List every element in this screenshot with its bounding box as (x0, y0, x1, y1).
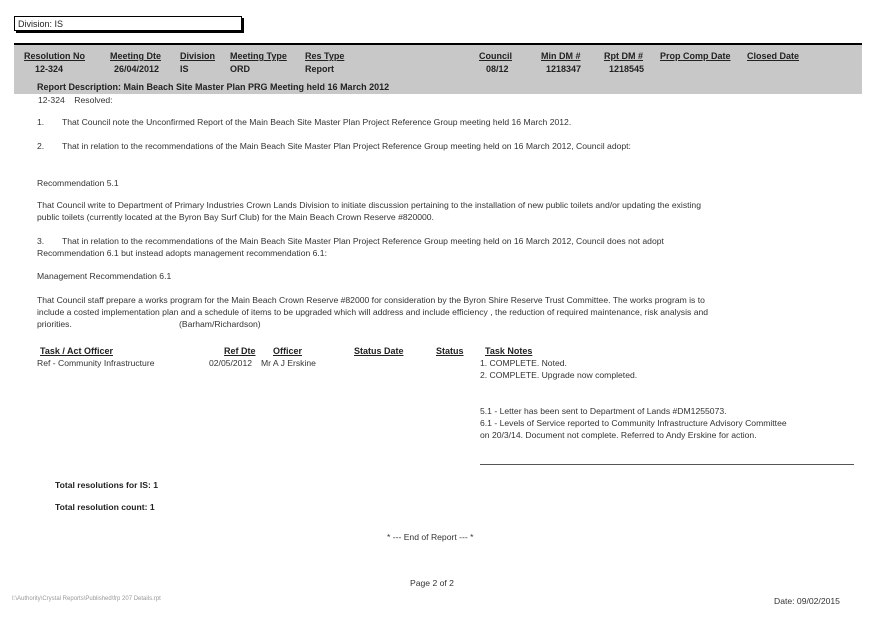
col-res-type: Res Type (305, 51, 345, 61)
recommendation-5-1-line-1: That Council write to Department of Primary Industries Crown Lands Division to initiate discussion pertaining to the installation of new public toilets and/or updating the existing (37, 200, 701, 210)
val-meeting-type: ORD (230, 64, 250, 74)
col-rpt-dm: Rpt DM # (604, 51, 643, 61)
report-description: Report Description: Main Beach Site Master Plan PRG Meeting held 16 March 2012 (37, 82, 390, 92)
task-act-officer: Ref - Community Infrastructure (37, 358, 155, 368)
task-col-task: Task / Act Officer (40, 346, 114, 356)
item-2-number: 2. (37, 141, 45, 151)
resolved-line: 12-324 Resolved: (38, 95, 113, 105)
val-council: 08/12 (486, 64, 509, 74)
col-division: Division (180, 51, 216, 61)
management-recommendation-title: Management Recommendation 6.1 (37, 271, 172, 281)
task-col-ref-dte: Ref Dte (224, 346, 256, 356)
task-col-officer: Officer (273, 346, 303, 356)
notes-separator (480, 464, 854, 465)
division-box: Division: IS (14, 16, 242, 31)
item-1-text: That Council note the Unconfirmed Report of the Main Beach Site Master Plan Project Reference Group meeting held 16 March 2012. (62, 117, 572, 127)
total-resolution-count: Total resolution count: 1 (55, 502, 155, 512)
total-resolutions-is: Total resolutions for IS: 1 (55, 480, 158, 490)
col-resolution-no: Resolution No (24, 51, 85, 61)
val-res-type: Report (305, 64, 334, 74)
task-note-4: 6.1 - Levels of Service reported to Community Infrastructure Advisory Committee (480, 418, 787, 428)
movers: (Barham/Richardson) (179, 319, 261, 329)
val-meeting-dte: 26/04/2012 (114, 64, 160, 74)
footer-path: I:\Authority\Crystal Reports\Published\frp 207 Details.rpt (12, 596, 161, 602)
col-prop-comp-date: Prop Comp Date (660, 51, 731, 61)
item-3-number: 3. (37, 236, 45, 246)
val-rpt-dm: 1218545 (609, 64, 645, 74)
col-min-dm: Min DM # (541, 51, 581, 61)
end-of-report: * --- End of Report --- * (387, 532, 474, 542)
management-line-3: priorities. (37, 319, 72, 329)
item-1-number: 1. (37, 117, 45, 127)
task-note-1: 1. COMPLETE. Noted. (480, 358, 567, 368)
management-line-1: That Council staff prepare a works program for the Main Beach Crown Reserve #82000 for consideration by the Byron Shire Reserve Trust Committee. The works program is to (37, 295, 705, 305)
col-council: Council (479, 51, 512, 61)
management-line-2: include a costed implementation plan and a schedule of items to be upgraded which will address and include efficiency , the reduction of required maintenance, risk analysis and (37, 307, 709, 317)
item-3-line-2: Recommendation 6.1 but instead adopts management recommendation 6.1: (37, 248, 327, 258)
task-officer: Mr A J Erskine (261, 358, 316, 368)
task-col-status-date: Status Date (354, 346, 404, 356)
col-closed-date: Closed Date (747, 51, 800, 61)
item-2-text: That in relation to the recommendations of the Main Beach Site Master Plan Project Reference Group meeting held on 16 March 2012, Council adopt: (62, 141, 631, 151)
task-col-task-notes: Task Notes (485, 346, 533, 356)
val-min-dm: 1218347 (546, 64, 582, 74)
val-division: IS (180, 64, 189, 74)
task-col-status: Status (436, 346, 464, 356)
item-3-line-1: That in relation to the recommendations of the Main Beach Site Master Plan Project Reference Group meeting held on 16 March 2012, Council does not adopt (62, 236, 664, 246)
page-number: Page 2 of 2 (410, 578, 454, 588)
footer-date: Date: 09/02/2015 (774, 596, 840, 606)
val-resolution-no: 12-324 (35, 64, 64, 74)
task-note-5: on 20/3/14. Document not complete. Referred to Andy Erskine for action. (480, 430, 757, 440)
task-ref-dte: 02/05/2012 (209, 358, 253, 368)
col-meeting-dte: Meeting Dte (110, 51, 162, 61)
task-note-2: 2. COMPLETE. Upgrade now completed. (480, 370, 638, 380)
recommendation-5-1-title: Recommendation 5.1 (37, 178, 119, 188)
col-meeting-type: Meeting Type (230, 51, 287, 61)
task-note-3: 5.1 - Letter has been sent to Department of Lands #DM1255073. (480, 406, 727, 416)
recommendation-5-1-line-2: public toilets (currently located at the Byron Bay Surf Club) for the Main Beach Crown Reserve #820000. (37, 212, 434, 222)
